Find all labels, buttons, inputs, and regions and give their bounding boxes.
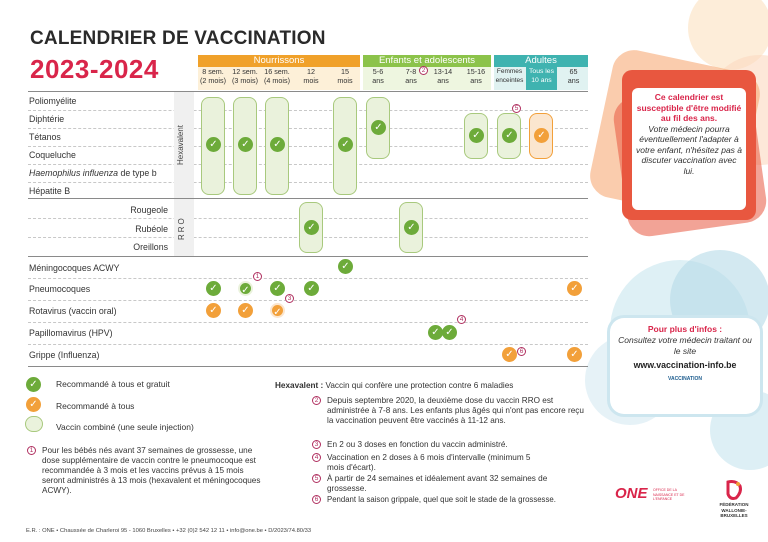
legend-orange-label: Recommandé à tous xyxy=(56,401,135,411)
row-label-rougeole: Rougeole xyxy=(130,205,168,215)
check-icon: ✓ xyxy=(371,120,386,135)
page-title: CALENDRIER DE VACCINATION xyxy=(30,28,326,49)
footnote-mark-2-header: 2 xyxy=(419,66,428,75)
check-icon: ✓ xyxy=(238,137,253,152)
footnote-mark-5: 5 xyxy=(512,104,521,113)
rro-bottom-line xyxy=(28,256,588,257)
federation-logo: FÉDÉRATION WALLONIE-BRUXELLES xyxy=(708,478,760,518)
col-header-8sem: 8 sem. (2 mois) xyxy=(200,67,226,85)
footnote-mark-1: 1 xyxy=(253,272,262,281)
note-5: À partir de 24 semaines et idéalement avant 32 semaines de grossesse. xyxy=(327,474,548,493)
hexavalent-bottom-line xyxy=(28,198,588,199)
check-icon: ✓ xyxy=(442,325,457,340)
col-header-tous-10-ans: Tous les 10 ans xyxy=(529,68,554,84)
check-icon: ✓ xyxy=(469,128,484,143)
check-icon: ✓ xyxy=(238,281,253,296)
row-label-poliomyelite: Poliomyélite xyxy=(29,96,77,106)
year-title: 2023-2024 xyxy=(30,54,159,84)
check-icon: ✓ xyxy=(502,347,517,362)
check-icon: ✓ xyxy=(534,128,549,143)
rro-label: RRO xyxy=(177,216,186,240)
note-mark-2: 2 xyxy=(312,396,321,405)
note-mark-4: 4 xyxy=(312,453,321,462)
col-header-femmes-enceintes: Femmes enceintes xyxy=(495,68,524,84)
check-icon: ✓ xyxy=(206,281,221,296)
row-label-hepatite-b: Hépatite B xyxy=(29,186,71,196)
info-box-blue xyxy=(610,318,760,414)
col-header-12mois: 12 mois xyxy=(303,67,319,85)
group-header-adultes: Adultes xyxy=(494,55,588,67)
col-header-12sem: 12 sem. (3 mois) xyxy=(232,67,258,85)
info-box-line2: Votre médecin pourra éventuellement l'adapter à votre enfant, n'hésitez pas à discuter vaccination avec lui. xyxy=(635,123,743,176)
vaccination-info-link[interactable]: www.vaccination-info.be xyxy=(633,360,737,370)
row-label-haemophilus: Haemophilus influenza de type b xyxy=(29,168,157,178)
one-logo: ONE OFFICE DE LA NAISSANCE ET DE L'ENFANCE xyxy=(615,485,685,502)
row-label-tetanos: Tétanos xyxy=(29,132,61,142)
check-icon: ✓ xyxy=(567,347,582,362)
check-icon: ✓ xyxy=(502,128,517,143)
check-icon: ✓ xyxy=(404,220,419,235)
note-mark-1: 1 xyxy=(27,446,36,455)
check-icon: ✓ xyxy=(206,137,221,152)
check-icon: ✓ xyxy=(338,259,353,274)
check-icon: ✓ xyxy=(206,303,221,318)
note-1: Pour les bébés nés avant 37 semaines de grossesse, une dose supplémentaire de vaccin contre le pneumocoque est recommandée à 3 mois et les vaccins prévus à 15 mois seront administrés à 13 mois (hexavalent et méningocoques ACWY). xyxy=(42,446,261,495)
row-label-coqueluche: Coqueluche xyxy=(29,150,76,160)
legend-green-label: Recommandé à tous et gratuit xyxy=(56,379,170,389)
legend-combined-icon xyxy=(25,416,43,432)
row-label-pneumocoques: Pneumocoques xyxy=(29,284,91,294)
note-3: En 2 ou 3 doses en fonction du vaccin administré. xyxy=(327,440,508,449)
check-icon: ✓ xyxy=(304,220,319,235)
hexavalent-note: Hexavalent : Vaccin qui confère une protection contre 6 maladies xyxy=(275,381,514,390)
check-icon: ✓ xyxy=(238,303,253,318)
check-icon: ✓ xyxy=(567,281,582,296)
check-icon: ✓ xyxy=(338,137,353,152)
info-box-title: Pour plus d'infos : xyxy=(647,324,723,334)
col-header-15mois: 15 mois xyxy=(337,67,353,85)
col-header-13-14ans: 13-14 ans xyxy=(433,67,453,85)
row-label-diphterie: Diphtérie xyxy=(29,114,65,124)
table-top-line xyxy=(28,91,588,92)
row-label-oreillons: Oreillons xyxy=(133,242,168,252)
info-box-line1: Ce calendrier est susceptible d'être modifié au fil des ans. xyxy=(636,92,742,123)
row-label-meningocoques: Méningocoques ACWY xyxy=(29,263,120,273)
footnote-mark-4: 4 xyxy=(457,315,466,324)
note-6: Pendant la saison grippale, quel que soit le stade de la grossesse. xyxy=(327,495,556,504)
legend-combined-label: Vaccin combiné (une seule injection) xyxy=(56,422,194,432)
info-box-orange-inner xyxy=(632,88,746,210)
group-header-nourrissons: Nourrissons xyxy=(198,55,360,67)
check-icon: ✓ xyxy=(270,303,285,318)
col-header-7-8ans: 7-8 ans xyxy=(405,67,417,85)
col-header-15-16ans: 15-16 ans xyxy=(466,67,486,85)
row-label-grippe: Grippe (Influenza) xyxy=(29,350,100,360)
row-label-rotavirus: Rotavirus (vaccin oral) xyxy=(29,306,117,316)
table-bottom-line xyxy=(28,366,588,367)
note-mark-3: 3 xyxy=(312,440,321,449)
vaccination-logo: VACCINATION xyxy=(668,376,702,382)
note-4: Vaccination en 2 doses à 6 mois d'intervalle (minimum 5 mois d'écart). xyxy=(327,453,531,472)
info-box-text: Consultez votre médecin traitant ou le site xyxy=(618,335,752,356)
federation-rooster-icon xyxy=(722,478,746,502)
check-icon: ✓ xyxy=(304,281,319,296)
footer: E.R. : ONE • Chaussée de Charleroi 95 - 1060 Bruxelles • +32 (0)2 542 12 11 • info@one.be • D/2023/74.80/33 xyxy=(26,528,312,534)
row-label-rubeole: Rubéole xyxy=(135,224,168,234)
note-mark-5: 5 xyxy=(312,474,321,483)
col-header-16sem: 16 sem. (4 mois) xyxy=(264,67,290,85)
note-2: Depuis septembre 2020, la deuxième dose du vaccin RRO est administrée à 7-8 ans. Les enfants plus âgés qui n'ont pas encore reçu la vaccination peuvent être vaccinés à 11-12 ans. xyxy=(327,396,584,425)
check-icon: ✓ xyxy=(270,281,285,296)
legend-orange-icon: ✓ xyxy=(26,397,41,412)
col-header-65ans: 65 ans xyxy=(567,67,580,85)
hexavalent-label: Hexavalent xyxy=(176,124,185,166)
note-mark-6: 6 xyxy=(312,495,321,504)
legend-green-icon: ✓ xyxy=(26,377,41,392)
col-header-5-6ans: 5-6 ans xyxy=(372,67,384,85)
check-icon: ✓ xyxy=(428,325,443,340)
footnote-mark-6: 6 xyxy=(517,347,526,356)
footnote-mark-3: 3 xyxy=(285,294,294,303)
group-header-enfants: Enfants et adolescents xyxy=(363,55,491,67)
row-label-papillomavirus: Papillomavirus (HPV) xyxy=(29,328,113,338)
check-icon: ✓ xyxy=(270,137,285,152)
